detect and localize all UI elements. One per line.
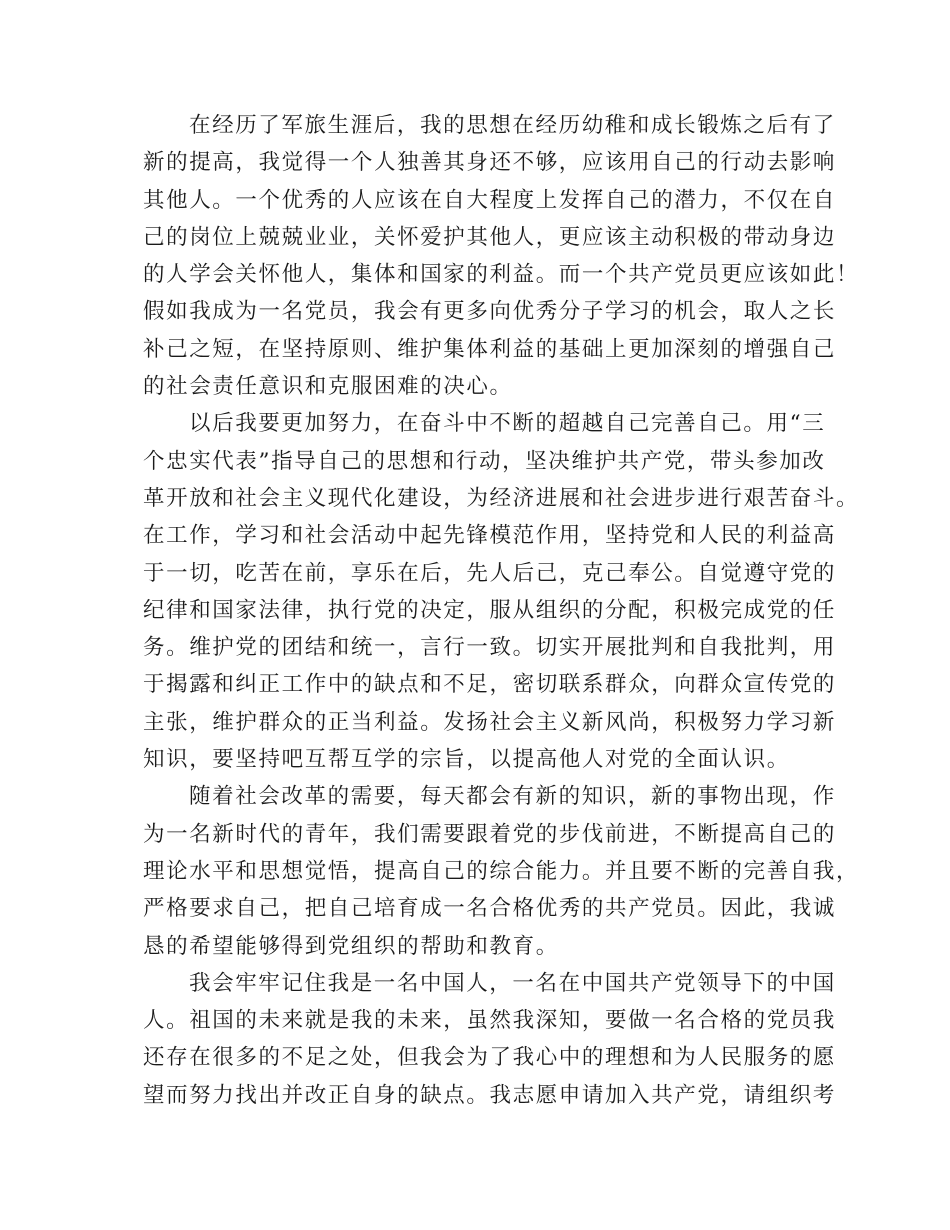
paragraph-2 bbox=[143, 405, 860, 778]
paragraph-line: 的社会责任意识和克服困难的决心。 bbox=[143, 374, 513, 400]
paragraph-line: 望而努力找出并改正自身的缺点。我志愿申请加入共产党，请组织考 bbox=[143, 1082, 837, 1108]
paragraph-line: 在工作，学习和社会活动中起先锋模范作用，坚持党和人民的利益高 bbox=[143, 523, 837, 549]
paragraph-4 bbox=[143, 965, 837, 1114]
paragraph-line: 知识，要坚持吧互帮互学的宗旨，以提高他人对党的全面认识。 bbox=[143, 747, 790, 773]
paragraph-line: 纪律和国家法律，执行党的决定，服从组织的分配，积极完成党的任 bbox=[143, 597, 837, 623]
paragraph-line: 新的提高，我觉得一个人独善其身还不够，应该用自己的行动去影响 bbox=[143, 150, 837, 176]
paragraph-line: 为一名新时代的青年，我们需要跟着党的步伐前进，不断提高自己的 bbox=[143, 821, 837, 847]
paragraph-line: 己的岗位上兢兢业业，关怀爱护其他人，更应该主动积极的带动身边 bbox=[143, 224, 837, 250]
paragraph-line: 主张，维护群众的正当利益。发扬社会主义新风尚，积极努力学习新 bbox=[143, 709, 837, 735]
paragraph-line: 于一切，吃苦在前，享乐在后，先人后己，克己奉公。自觉遵守党的 bbox=[143, 560, 837, 586]
paragraph-line: 恳的希望能够得到党组织的帮助和教育。 bbox=[143, 933, 559, 959]
document-body bbox=[143, 107, 860, 1114]
paragraph-3 bbox=[143, 778, 860, 964]
paragraph-line: 革开放和社会主义现代化建设，为经济进展和社会进步进行艰苦奋斗。 bbox=[143, 485, 860, 511]
paragraph-line: 个忠实代表”指导自己的思想和行动，坚决维护共产党，带头参加改 bbox=[143, 448, 826, 474]
paragraph-line: 其他人。一个优秀的人应该在自大程度上发挥自己的潜力，不仅在自 bbox=[143, 187, 837, 213]
paragraph-line: 补己之短，在坚持原则、维护集体利益的基础上更加深刻的增强自己 bbox=[143, 336, 837, 362]
paragraph-line: 还存在很多的不足之处，但我会为了我心中的理想和为人民服务的愿 bbox=[143, 1045, 837, 1071]
paragraph-line: 假如我成为一名党员，我会有更多向优秀分子学习的机会，取人之长 bbox=[143, 299, 837, 325]
paragraph-line: 务。维护党的团结和统一，言行一致。切实开展批判和自我批判，用 bbox=[143, 635, 837, 661]
paragraph-line: 在经历了军旅生涯后，我的思想在经历幼稚和成长锻炼之后有了 bbox=[189, 113, 836, 138]
paragraph-line: 于揭露和纠正工作中的缺点和不足，密切联系群众，向群众宣传党的 bbox=[143, 672, 837, 698]
paragraph-line: 的人学会关怀他人，集体和国家的利益。而一个共产党员更应该如此！ bbox=[143, 262, 860, 288]
paragraph-line: 随着社会改革的需要，每天都会有新的知识，新的事物出现，作 bbox=[189, 784, 836, 810]
paragraph-line: 人。祖国的未来就是我的未来，虽然我深知，要做一名合格的党员我 bbox=[143, 1008, 837, 1034]
paragraph-line: 理论水平和思想觉悟，提高自己的综合能力。并且要不断的完善自我， bbox=[143, 858, 860, 884]
paragraph-line: 我会牢牢记住我是一名中国人，一名在中国共产党领导下的中国 bbox=[189, 970, 836, 996]
paragraph-1 bbox=[143, 107, 860, 405]
paragraph-line: 以后我要更加努力，在奋斗中不断的超越自己完善自己。用“三 bbox=[189, 411, 826, 437]
paragraph-line: 严格要求自己，把自己培育成一名合格优秀的共产党员。因此，我诚 bbox=[143, 896, 837, 922]
